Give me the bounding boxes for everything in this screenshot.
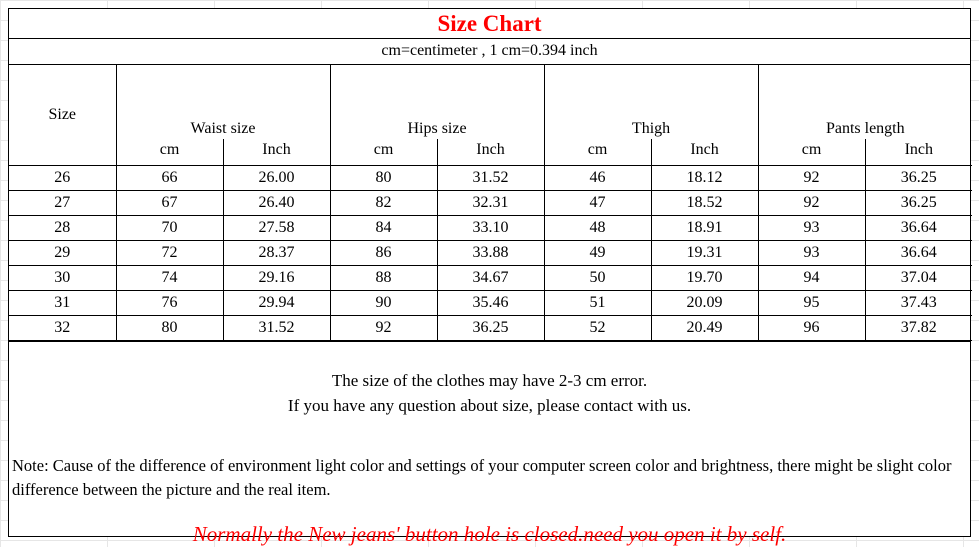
hips-cm-header: cm: [330, 139, 437, 166]
table-cell: 67: [116, 191, 223, 216]
thigh-header: Thigh: [544, 65, 758, 139]
table-cell: 28.37: [223, 241, 330, 266]
color-difference-note: Note: Cause of the difference of environment light color and settings of your computer screen color and brightness, there might be slight color difference between the picture and the real item.: [12, 456, 952, 499]
table-row: [9, 266, 972, 291]
table-row: [9, 216, 972, 241]
table-row: [9, 191, 972, 216]
table-cell: 20.49: [651, 316, 758, 341]
table-cell: 29: [9, 241, 116, 266]
table-row: [9, 291, 972, 316]
error-note: The size of the clothes may have 2-3 cm error.: [331, 371, 648, 390]
table-cell: 33.10: [437, 216, 544, 241]
table-cell: 52: [544, 316, 651, 341]
table-row: [9, 316, 972, 341]
table-cell: 46: [544, 166, 651, 191]
table-cell: 51: [544, 291, 651, 316]
table-cell: 95: [758, 291, 865, 316]
table-cell: 88: [330, 266, 437, 291]
waist-size-header: Waist size: [116, 65, 330, 139]
table-cell: 26.40: [223, 191, 330, 216]
table-cell: 66: [116, 166, 223, 191]
hips-size-header: Hips size: [330, 65, 544, 139]
table-cell: 29.94: [223, 291, 330, 316]
chart-title: Size Chart: [9, 9, 970, 39]
table-row: [9, 166, 972, 191]
pants-length-header: Pants length: [758, 65, 972, 139]
waist-inch-header: Inch: [223, 139, 330, 166]
table-cell: 84: [330, 216, 437, 241]
table-cell: 93: [758, 216, 865, 241]
table-cell: 37.82: [865, 316, 972, 341]
table-cell: 31: [9, 291, 116, 316]
table-cell: 33.88: [437, 241, 544, 266]
table-cell: 31.52: [223, 316, 330, 341]
table-cell: 27: [9, 191, 116, 216]
table-cell: 32: [9, 316, 116, 341]
table-cell: 18.52: [651, 191, 758, 216]
error-note-block: [9, 342, 970, 442]
table-cell: 31.52: [437, 166, 544, 191]
table-cell: 30: [9, 266, 116, 291]
table-row: [9, 241, 972, 266]
table-cell: 94: [758, 266, 865, 291]
table-cell: 76: [116, 291, 223, 316]
table-cell: 19.31: [651, 241, 758, 266]
pants-inch-header: Inch: [865, 139, 972, 166]
table-cell: 80: [330, 166, 437, 191]
table-cell: 28: [9, 216, 116, 241]
table-cell: 90: [330, 291, 437, 316]
table-cell: 36.25: [437, 316, 544, 341]
table-cell: 50: [544, 266, 651, 291]
table-cell: 80: [116, 316, 223, 341]
table-cell: 70: [116, 216, 223, 241]
table-cell: 26.00: [223, 166, 330, 191]
table-cell: 19.70: [651, 266, 758, 291]
thigh-inch-header: Inch: [651, 139, 758, 166]
table-cell: 86: [330, 241, 437, 266]
table-cell: 96: [758, 316, 865, 341]
table-cell: 35.46: [437, 291, 544, 316]
table-cell: 47: [544, 191, 651, 216]
waist-cm-header: cm: [116, 139, 223, 166]
table-cell: 27.58: [223, 216, 330, 241]
hips-inch-header: Inch: [437, 139, 544, 166]
notes-section: [9, 341, 970, 547]
table-cell: 18.91: [651, 216, 758, 241]
table-cell: 36.25: [865, 166, 972, 191]
table-cell: 34.67: [437, 266, 544, 291]
table-cell: 92: [330, 316, 437, 341]
size-header: Size: [9, 65, 116, 166]
table-cell: 37.04: [865, 266, 972, 291]
thigh-cm-header: cm: [544, 139, 651, 166]
unit-conversion: cm=centimeter , 1 cm=0.394 inch: [9, 39, 970, 65]
size-chart: [8, 8, 971, 546]
table-cell: 36.25: [865, 191, 972, 216]
size-table: [9, 65, 972, 341]
table-cell: 93: [758, 241, 865, 266]
table-cell: 92: [758, 166, 865, 191]
table-cell: 20.09: [651, 291, 758, 316]
table-cell: 49: [544, 241, 651, 266]
pants-cm-header: cm: [758, 139, 865, 166]
table-cell: 72: [116, 241, 223, 266]
table-cell: 29.16: [223, 266, 330, 291]
table-cell: 74: [116, 266, 223, 291]
table-cell: 36.64: [865, 241, 972, 266]
table-cell: 32.31: [437, 191, 544, 216]
table-cell: 36.64: [865, 216, 972, 241]
table-cell: 26: [9, 166, 116, 191]
table-cell: 37.43: [865, 291, 972, 316]
table-cell: 82: [330, 191, 437, 216]
unit-header-row: [9, 139, 972, 166]
header-row: [9, 65, 972, 139]
table-cell: 18.12: [651, 166, 758, 191]
contact-note: If you have any question about size, please contact with us.: [287, 396, 692, 415]
table-cell: 48: [544, 216, 651, 241]
button-hole-note: Normally the New jeans' button hole is closed.need you open it by self.: [192, 522, 787, 546]
table-cell: 92: [758, 191, 865, 216]
